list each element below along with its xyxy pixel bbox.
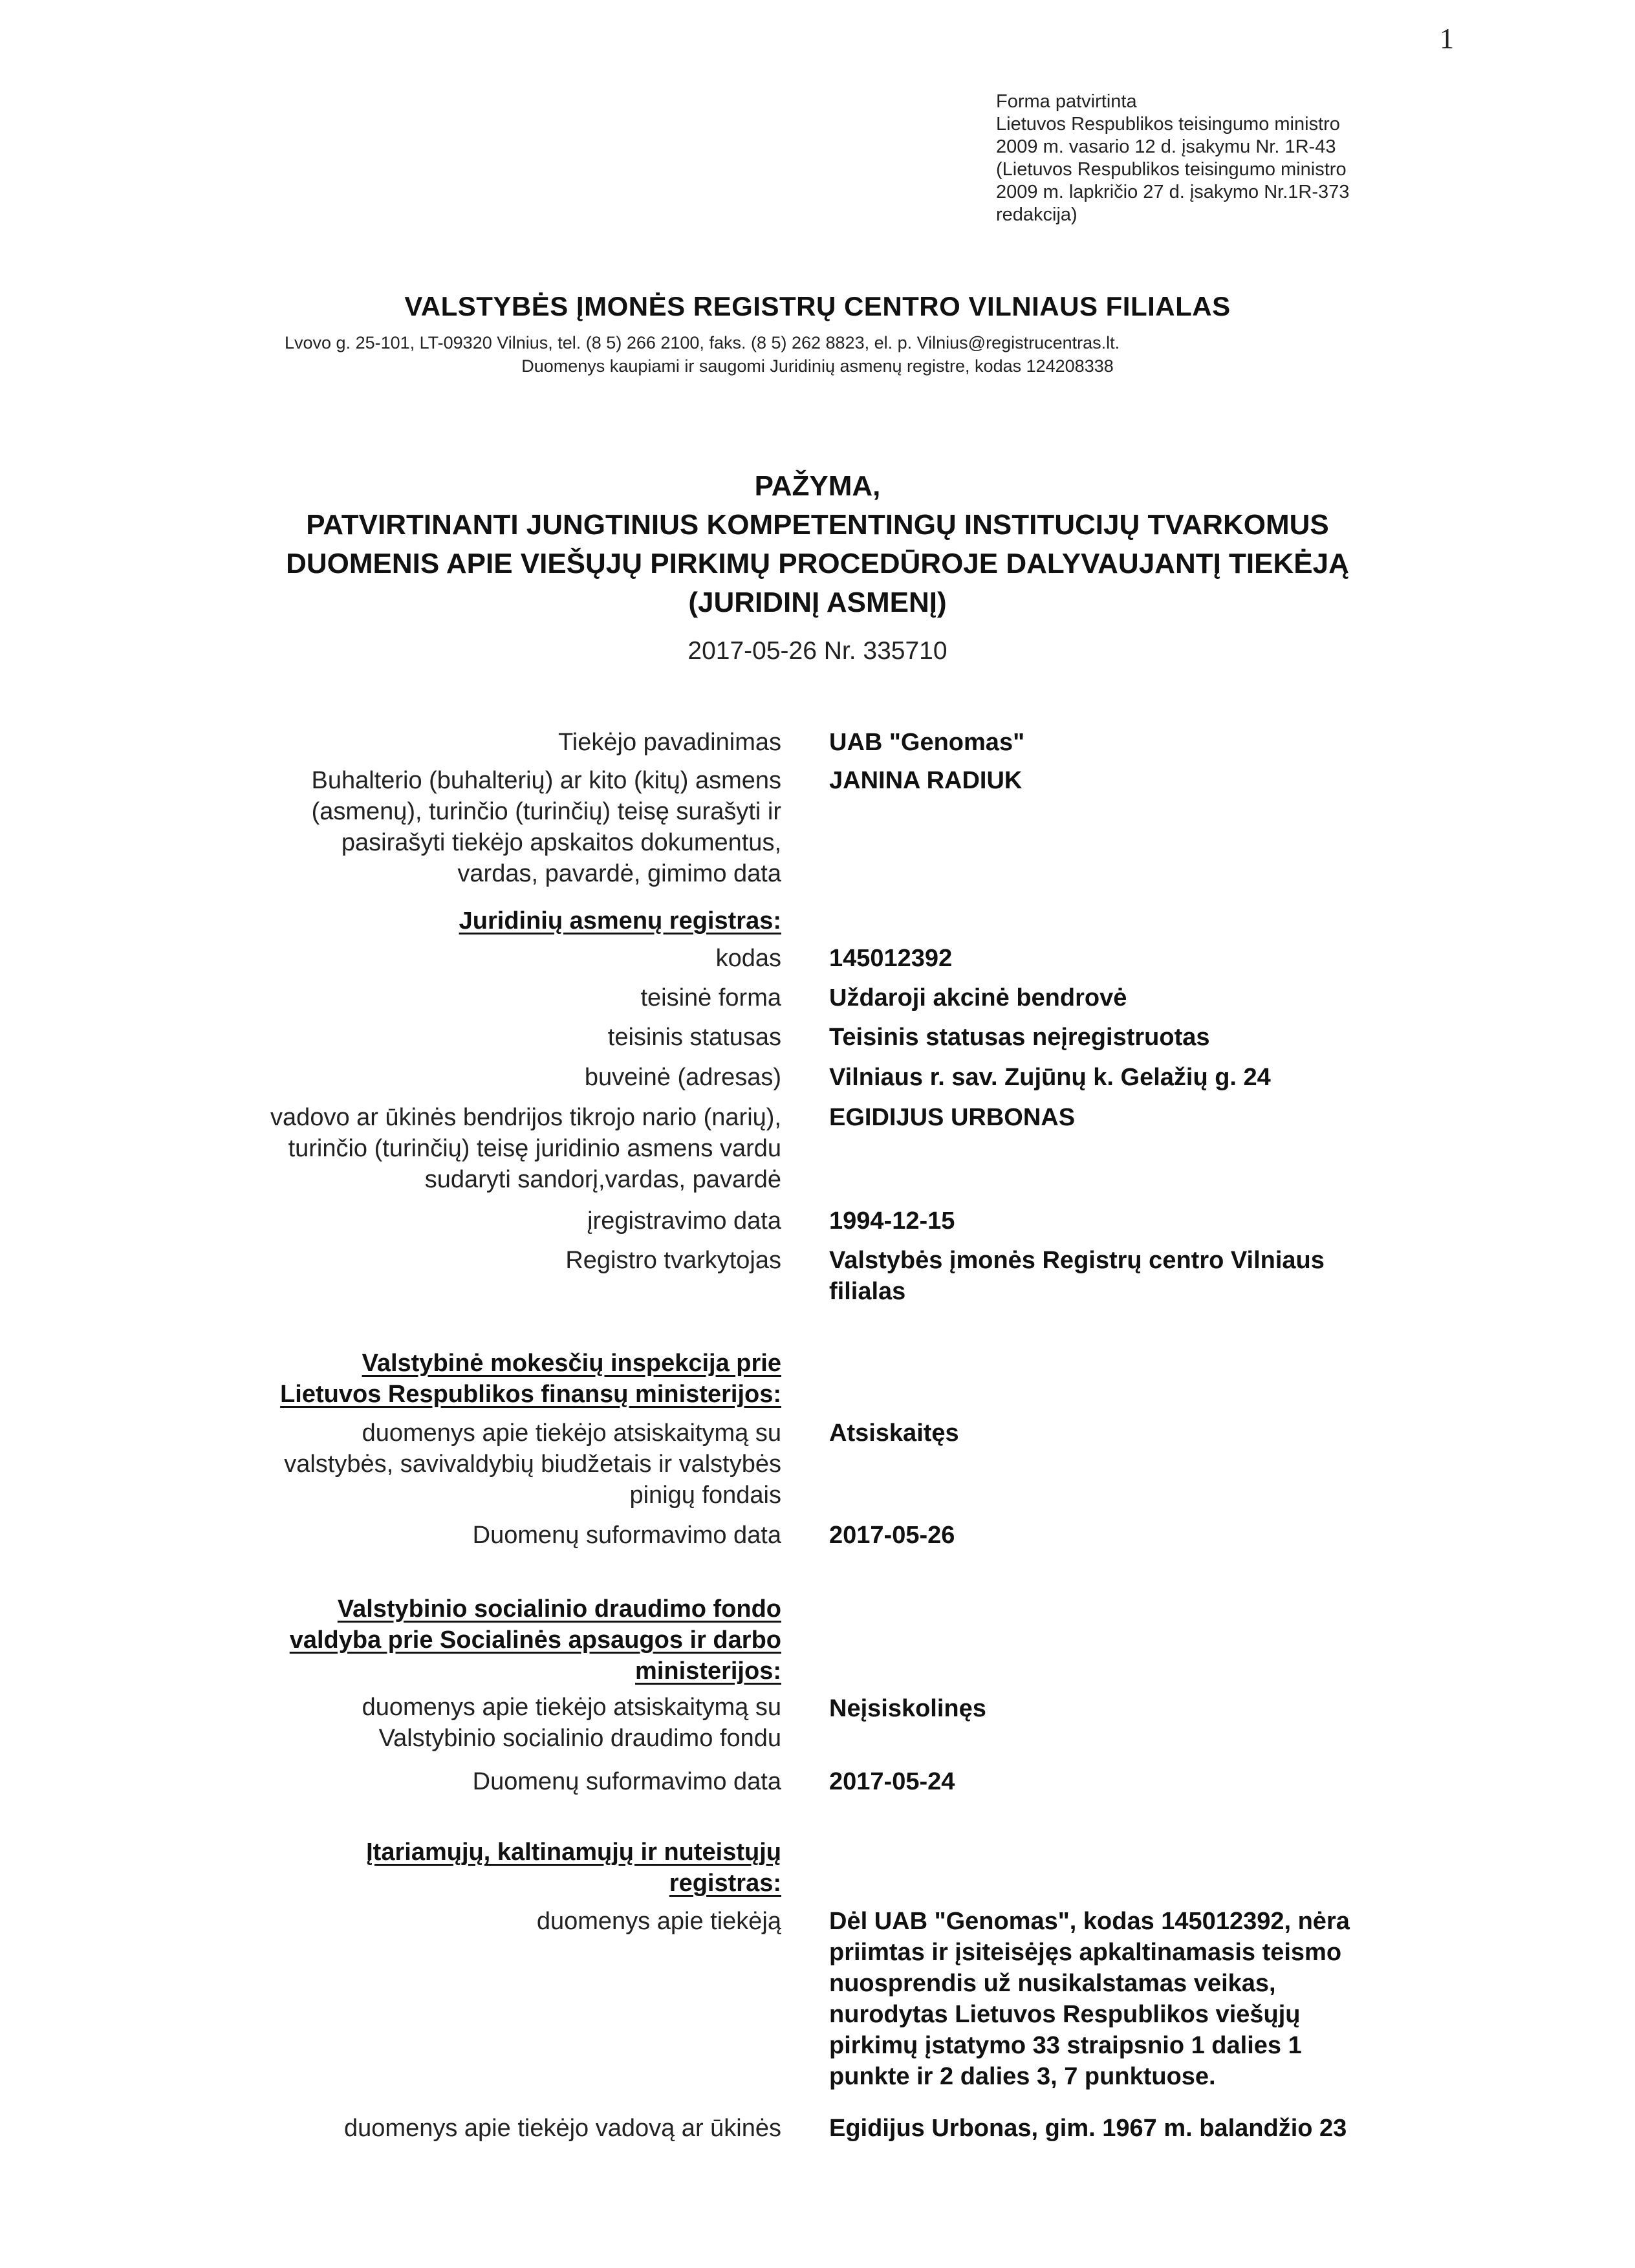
social-date-value: 2017-05-24 bbox=[829, 1768, 955, 1795]
registry-keeper-label: Registro tvarkytojas bbox=[565, 1247, 781, 1274]
social-insurance-heading: Valstybinio socialinio draudimo fondo valdyba prie Socialinės apsaugos ir darbo ministerijos: bbox=[289, 1595, 781, 1685]
criminal-manager-label: duomenys apie tiekėjo vadovą ar ūkinės bbox=[344, 2115, 781, 2142]
manager-value: EGIDIJUS URBONAS bbox=[829, 1104, 1076, 1131]
form-note-line: 2009 m. vasario 12 d. įsakymu Nr. 1R-43 bbox=[996, 136, 1336, 157]
criminal-supplier-label: duomenys apie tiekėją bbox=[536, 1908, 781, 1935]
document-date-number: 2017-05-26 Nr. 335710 bbox=[688, 637, 947, 665]
address-label: buveinė (adresas) bbox=[584, 1064, 781, 1091]
supplier-name-label: Tiekėjo pavadinimas bbox=[558, 729, 781, 756]
accountant-label: Buhalterio (buhalterių) ar kito (kitų) asmens (asmenų), turinčio (turinčių) teisę surašyti ir pasirašyti tiekėjo apskaitos dokumentus, vardas, pavardė, gimimo data bbox=[311, 767, 781, 887]
social-data-label: duomenys apie tiekėjo atsiskaitymą su Valstybinio socialinio draudimo fondu bbox=[362, 1694, 781, 1752]
organization-registry-note: Duomenys kaupiami ir saugomi Juridinių asmenų registre, kodas 124208338 bbox=[521, 356, 1114, 376]
legal-form-value: Uždaroji akcinė bendrovė bbox=[829, 984, 1127, 1011]
document-title bbox=[0, 467, 1635, 622]
title-line: DUOMENIS APIE VIEŠŲJŲ PIRKIMŲ PROCEDŪROJE DALYVAUJANTĮ TIEKĖJĄ bbox=[286, 548, 1349, 579]
tax-inspectorate-heading: Valstybinė mokesčių inspekcija prie Lietuvos Respublikos finansų ministerijos: bbox=[280, 1350, 781, 1408]
form-note-line: 2009 m. lapkričio 27 d. įsakymo Nr.1R-373 bbox=[996, 182, 1350, 202]
tax-date-label: Duomenų suformavimo data bbox=[472, 1522, 781, 1549]
tax-data-value: Atsiskaitęs bbox=[829, 1420, 959, 1447]
registration-date-label: įregistravimo data bbox=[587, 1207, 781, 1235]
form-approval-note bbox=[996, 91, 1349, 226]
form-note-line: redakcija) bbox=[996, 204, 1077, 225]
code-label: kodas bbox=[715, 945, 781, 972]
organization-address: Lvovo g. 25-101, LT-09320 Vilnius, tel. (8 5) 266 2100, faks. (8 5) 262 8823, el. p. Vilnius@registrucentras.lt. bbox=[285, 333, 1120, 352]
criminal-manager-value: Egidijus Urbonas, gim. 1967 m. balandžio 23 bbox=[829, 2115, 1347, 2142]
legal-registry-heading: Juridinių asmenų registras: bbox=[459, 907, 781, 934]
address-value: Vilniaus r. sav. Zujūnų k. Gelažių g. 24 bbox=[829, 1064, 1271, 1091]
form-note-line: (Lietuvos Respublikos teisingumo ministro bbox=[996, 159, 1347, 180]
social-date-label: Duomenų suformavimo data bbox=[472, 1768, 781, 1795]
tax-data-label: duomenys apie tiekėjo atsiskaitymą su valstybės, savivaldybių biudžetais ir valstybės pinigų fondais bbox=[284, 1420, 781, 1509]
social-data-value: Neįsiskolinęs bbox=[829, 1695, 986, 1722]
form-note-line: Lietuvos Respublikos teisingumo ministro bbox=[996, 114, 1340, 135]
accountant-value: JANINA RADIUK bbox=[829, 767, 1023, 794]
title-line: (JURIDINĮ ASMENĮ) bbox=[688, 587, 947, 618]
legal-status-label: teisinis statusas bbox=[607, 1024, 781, 1051]
organization-name: VALSTYBĖS ĮMONĖS REGISTRŲ CENTRO VILNIAUS FILIALAS bbox=[404, 291, 1231, 321]
form-note-line: Forma patvirtinta bbox=[996, 91, 1137, 112]
code-value: 145012392 bbox=[829, 945, 953, 972]
supplier-name-value: UAB "Genomas" bbox=[829, 729, 1025, 756]
manager-label: vadovo ar ūkinės bendrijos tikrojo nario (narių), turinčio (turinčių) teisę juridinio asmens vardu sudaryti sandorį,vardas, pavardė bbox=[270, 1104, 781, 1193]
registry-keeper-value: Valstybės įmonės Registrų centro Vilniaus filialas bbox=[829, 1247, 1325, 1305]
title-line: PATVIRTINANTI JUNGTINIUS KOMPETENTINGŲ INSTITUCIJŲ TVARKOMUS bbox=[306, 509, 1329, 541]
legal-form-label: teisinė forma bbox=[640, 984, 781, 1011]
criminal-supplier-value: Dėl UAB "Genomas", kodas 145012392, nėra priimtas ir įsiteisėjęs apkaltinamasis teismo nuosprendis už nusikalstamas veikas, nurodytas Lietuvos Respublikos viešųjų pirkimų įstatymo 33 straipsnio 1 dalies 1 punkte ir 2 dalies 3, 7 punktuose. bbox=[829, 1908, 1350, 2090]
title-line: PAŽYMA, bbox=[754, 470, 881, 502]
tax-date-value: 2017-05-26 bbox=[829, 1522, 955, 1549]
criminal-registry-heading: Įtariamųjų, kaltinamųjų ir nuteistųjų registras: bbox=[366, 1839, 781, 1897]
registration-date-value: 1994-12-15 bbox=[829, 1207, 955, 1235]
page-number: 1 bbox=[1440, 23, 1454, 54]
legal-status-value: Teisinis statusas neįregistruotas bbox=[829, 1024, 1210, 1051]
